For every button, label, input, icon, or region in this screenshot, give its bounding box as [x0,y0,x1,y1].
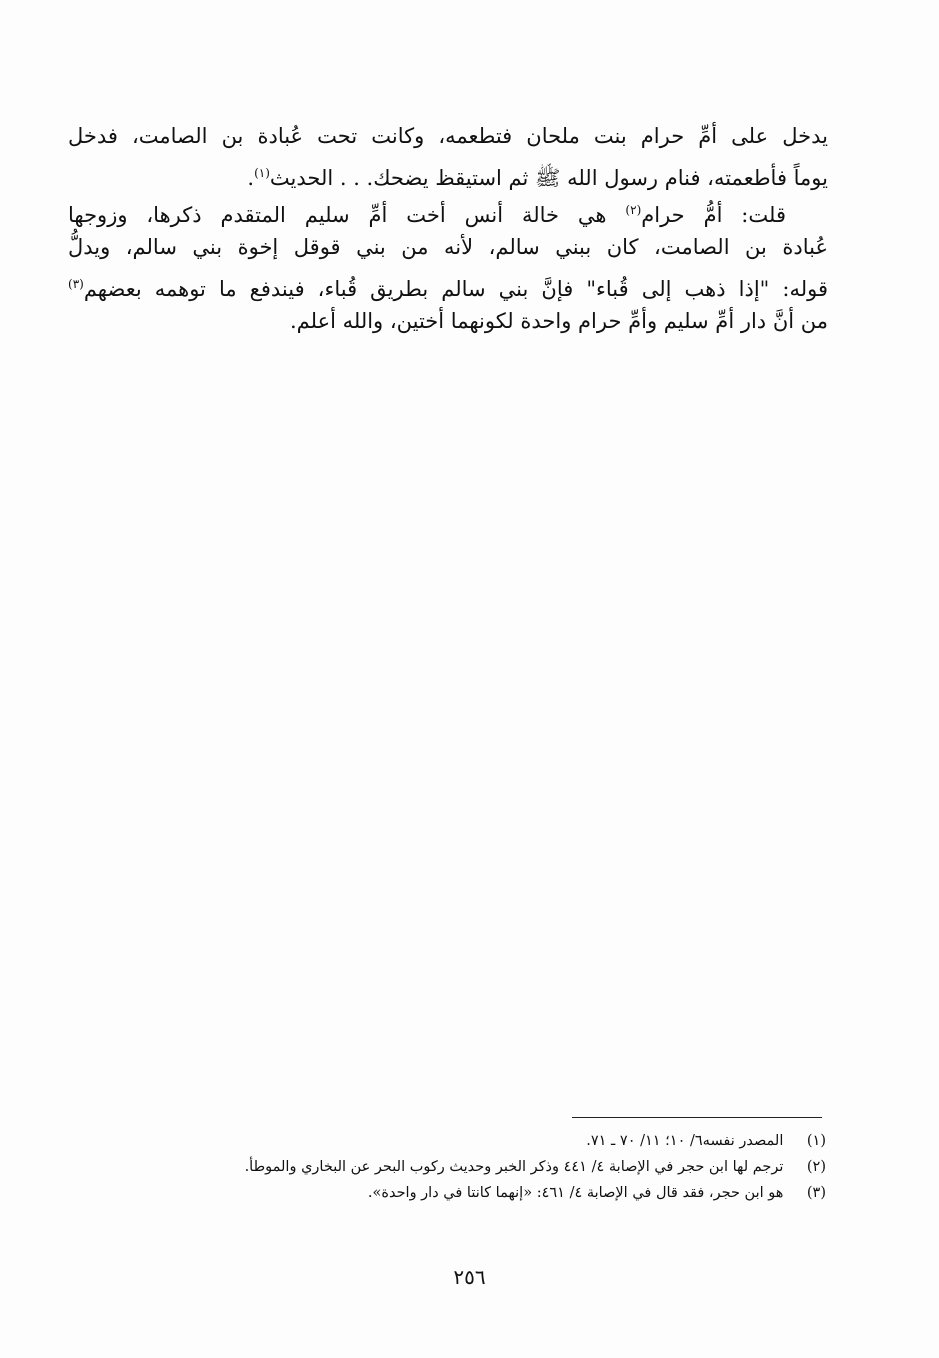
footnotes [100,1128,826,1206]
footnote-divider [572,1117,822,1118]
footnote-number: (١) [806,1133,826,1149]
footnote-number: (٢) [806,1159,826,1175]
text-line [68,155,828,192]
footnote-text: هو ابن حجر، فقد قال في الإصابة ٤/ ٤٦١: «إنهما كانتا في دار واحدة». [367,1185,784,1201]
text-line [68,303,828,340]
text-line-content: يدخل على أمِّ حرام بنت ملحان فتطعمه، وكانت تحت عُبادة بن الصامت، فدخل [68,124,828,148]
footnote-ref[interactable]: (٢) [625,203,642,217]
text-line-content: يوماً فأطعمته، فنام رسول الله ﷺ ثم استيقظ يضحك. . . الحديث [269,166,828,190]
text-line-content: من أنَّ دار أمِّ سليم وأمِّ حرام واحدة لكونهما أختين، والله أعلم. [289,309,828,333]
footnote-text: المصدر نفسه٦/ ١٠؛ ١١/ ٧٠ ـ ٧١. [586,1133,784,1149]
page-number: ٢٥٦ [453,1265,486,1289]
text-line [68,229,828,266]
text-line-content: قلت: أمُّ حرام [641,203,786,227]
footnote [100,1154,826,1180]
footnote [100,1180,826,1206]
footnote-number: (٣) [806,1185,826,1201]
text-line [68,118,828,155]
text-line-content: عُبادة بن الصامت، كان ببني سالم، لأنه من بني قوقل إخوة بني سالم، ويدلُّ [68,235,828,259]
footnote-ref[interactable]: (٣) [68,277,84,291]
main-text [68,118,828,340]
text-line-content: هي خالة أنس أخت أمِّ سليم المتقدم ذكرها، وزوجها [68,203,626,227]
text-line [68,192,828,229]
footnote-ref[interactable]: (١) [254,166,270,180]
text-line-content: قوله: "إذا ذهب إلى قُباء" فإنَّ بني سالم بطريق قُباء، فيندفع ما توهمه بعضهم [83,277,828,301]
text-line [68,266,828,303]
footnote-text: ترجم لها ابن حجر في الإصابة ٤/ ٤٤١ وذكر الخبر وحديث ركوب البحر عن البخاري والموطأ. [244,1159,784,1175]
footnote [100,1128,826,1154]
period: . [247,166,255,190]
